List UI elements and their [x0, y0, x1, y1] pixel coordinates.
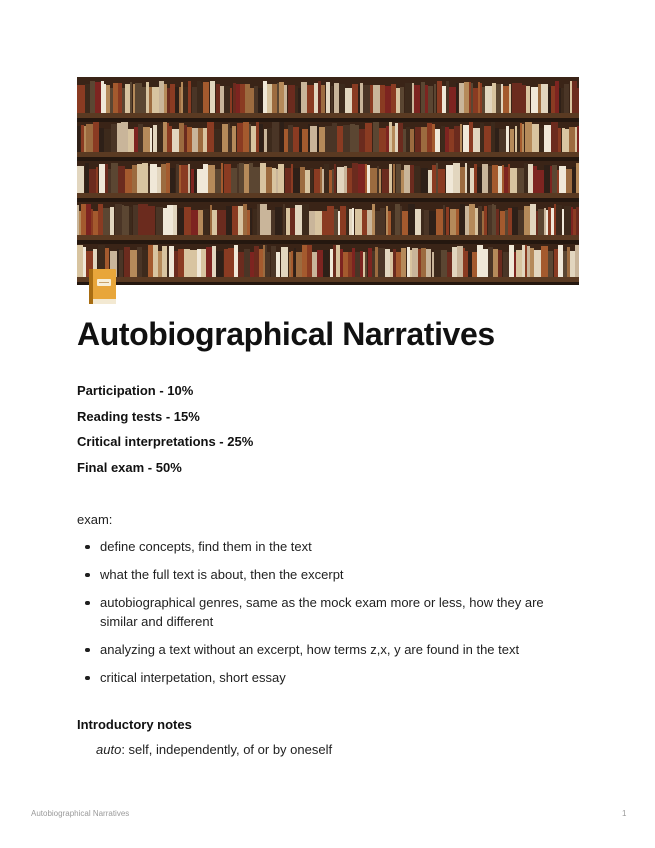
list-item [77, 640, 577, 659]
list-item-text: autobiographical genres, same as the mock exam more or less, how they are similar and different [100, 595, 544, 629]
bookshelf-photo [77, 77, 579, 285]
footer-title: Autobiographical Narratives [31, 809, 130, 818]
bullet-icon [85, 648, 90, 653]
definition-note [96, 742, 332, 757]
list-item-text: analyzing a text without an excerpt, how terms z,x, y are found in the text [100, 642, 520, 657]
grading-breakdown [77, 383, 253, 486]
page-number: 1 [622, 809, 627, 818]
bullet-icon [85, 545, 90, 550]
cover-image [77, 77, 579, 285]
bullet-icon [85, 573, 90, 578]
grading-item: Participation - 10% [77, 383, 194, 398]
bullet-icon [85, 676, 90, 681]
list-item [77, 668, 577, 687]
exam-label: exam: [77, 512, 113, 527]
book-icon [82, 266, 122, 308]
list-item-text: define concepts, find them in the text [100, 539, 312, 554]
list-item-text: what the full text is about, then the excerpt [100, 567, 344, 582]
exam-list [77, 537, 577, 696]
grading-item: Critical interpretations - 25% [77, 434, 254, 450]
bullet-icon [85, 601, 90, 606]
list-item-text: critical interpetation, short essay [100, 670, 286, 685]
section-heading: Introductory notes [77, 717, 192, 732]
list-item [77, 593, 577, 631]
definition-term: auto [96, 742, 122, 757]
list-item [77, 565, 577, 584]
list-item [77, 537, 577, 556]
definition-text: : self, independently, of or by oneself [121, 742, 333, 757]
page-title: Autobiographical Narratives [77, 316, 495, 352]
grading-item: Reading tests - 15% [77, 408, 200, 424]
grading-item: Final exam - 50% [77, 460, 182, 476]
